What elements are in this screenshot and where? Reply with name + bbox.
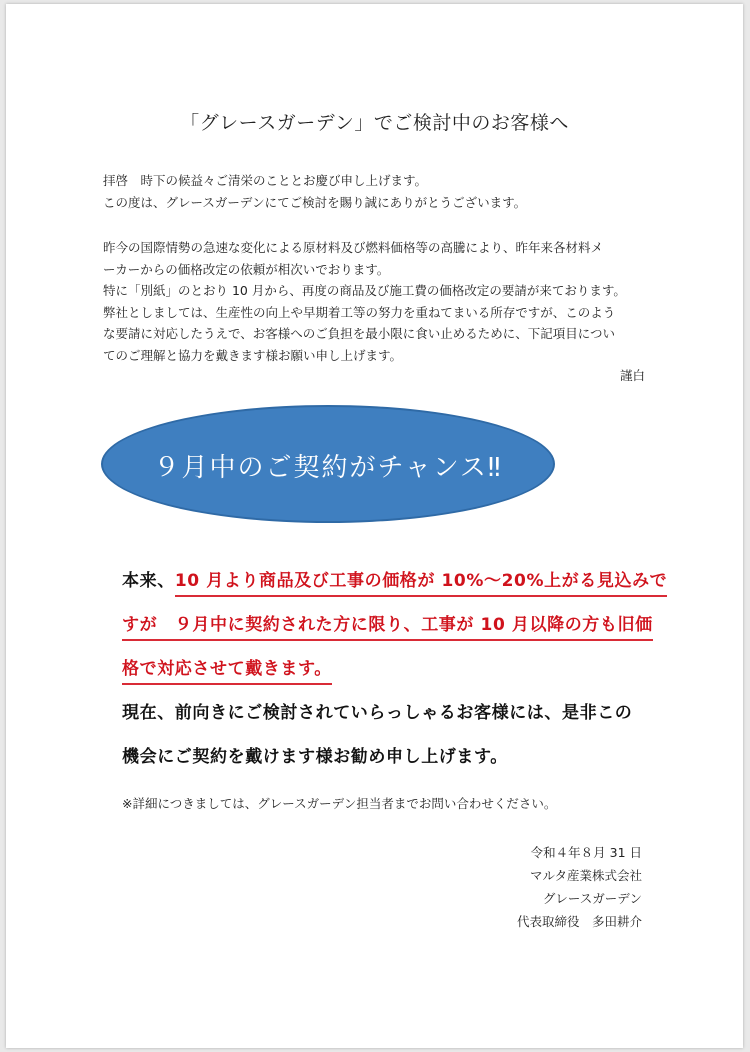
body-line: 特に「別紙」のとおり 10 月から、再度の商品及び施工費の価格改定の要請が来ております。 — [103, 283, 626, 298]
offer-line-3 — [122, 654, 332, 679]
greeting-paragraph — [103, 170, 648, 213]
signature-representative: 代表取締役 多田耕介 — [516, 914, 642, 929]
contact-note: ※詳細につきましては、グレースガーデン担当者までお問い合わせください。 — [122, 796, 557, 811]
recommend-line-2: 機会にご契約を戴けます様お勧め申し上げます。 — [122, 747, 508, 767]
campaign-banner-text: ９月中のご契約がチャンス‼ — [153, 453, 503, 483]
signature-date: 令和４年８月 31 日 — [530, 845, 642, 860]
offer-lead: 本来、 — [122, 571, 175, 591]
offer-highlight: 10 月より商品及び工事の価格が 10%～20%上がる見込みで — [175, 571, 667, 597]
closing-word: 謹白 — [619, 368, 645, 383]
offer-line-1 — [122, 566, 667, 591]
signature-block — [517, 841, 642, 933]
body-line: てのご理解と協力を戴きます様お願い申し上げます。 — [103, 347, 403, 363]
greeting-line: この度は、グレースガーデンにてご検討を賜り誠にありがとうございます。 — [103, 194, 527, 210]
body-line: 弊社としましては、生産性の向上や早期着工等の努力を重ねてまいる所存ですが、このよう — [103, 304, 616, 320]
document-title: 「グレースガーデン」でご検討中のお客様へ — [180, 112, 569, 134]
recommend-line-1: 現在、前向きにご検討されていらっしゃるお客様には、是非この — [122, 703, 633, 723]
campaign-banner — [101, 405, 555, 523]
document-page — [6, 4, 743, 1048]
body-paragraph — [103, 237, 648, 366]
offer-highlight: 格で対応させて戴きます。 — [122, 659, 332, 685]
body-line: 昨今の国際情勢の急速な変化による原材料及び燃料価格等の高騰により、昨年来各材料メ — [103, 240, 604, 255]
offer-line-2 — [122, 610, 653, 635]
signature-company: マルタ産業株式会社 — [529, 868, 642, 883]
signature-brand: グレースガーデン — [542, 891, 642, 906]
offer-highlight: すが ９月中に契約された方に限り、工事が 10 月以降の方も旧価 — [122, 615, 653, 641]
greeting-line: 拝啓 時下の候益々ご清栄のこととお慶び申し上げます。 — [103, 173, 428, 188]
body-line: な要請に対応したうえで、お客様へのご負担を最小限に食い止めるために、下記項目につい — [103, 326, 616, 341]
body-line: ーカーからの価格改定の依頼が相次いでおります。 — [103, 261, 390, 277]
